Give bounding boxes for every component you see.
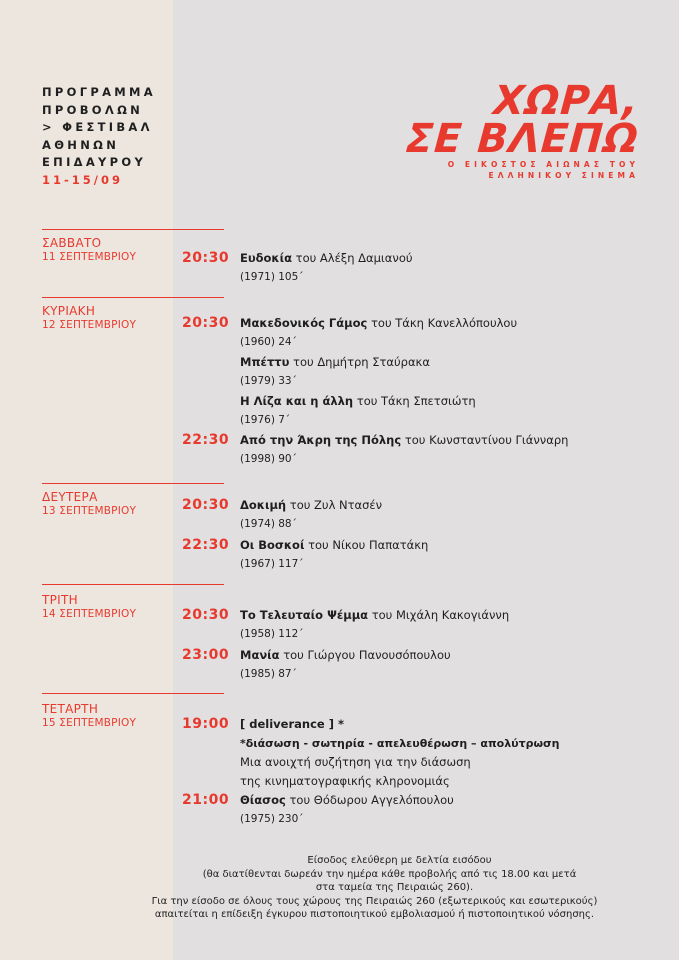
film-title: Θίασος <box>240 793 286 807</box>
discussion-entry <box>240 715 559 791</box>
discussion-subtitle: *διάσωση - σωτηρία - απελευθέρωση – απολύτρωση <box>240 737 560 750</box>
film-title: Μακεδονικός Γάμος <box>240 316 368 330</box>
film-entry <box>240 496 382 534</box>
film-director: του Νίκου Παπατάκη <box>304 538 429 552</box>
screening-time: 20:30 <box>182 497 230 513</box>
footer-line: απαιτείται η επίδειξη έγκυρου πιστοποιητικού εμβολιασμού ή πιστοποιητικού νόσησης. <box>154 909 595 920</box>
film-meta: (1967) 117΄ <box>240 558 304 570</box>
day-monday <box>42 490 136 518</box>
film-title: Οι Βοσκοί <box>240 538 305 552</box>
day-date: 14 ΣΕΠΤΕΜΒΡΙΟΥ <box>42 608 137 620</box>
screening-time: 20:30 <box>182 607 230 623</box>
brand-logo <box>404 78 641 180</box>
brand-subtitle-1: Ο ΕΙΚΟΣΤΟΣ ΑΙΩΝΑΣ ΤΟΥ <box>447 160 639 169</box>
film-director: του Θόδωρου Αγγελόπουλου <box>285 793 454 807</box>
film-director: του Ζυλ Ντασέν <box>286 498 383 512</box>
film-meta: (1960) 24΄ <box>240 336 297 348</box>
film-director: του Κωνσταντίνου Γιάνναρη <box>401 433 569 447</box>
day-date: 13 ΣΕΠΤΕΜΒΡΙΟΥ <box>42 505 137 517</box>
film-entry <box>240 791 454 829</box>
day-wednesday <box>42 702 136 730</box>
divider <box>42 584 224 585</box>
footer-line: στα ταμεία της Πειραιώς 260). <box>315 882 474 893</box>
film-title: Η Λίζα και η άλλη <box>240 394 354 408</box>
screening-time: 19:00 <box>182 716 230 732</box>
day-tuesday <box>42 593 136 621</box>
divider <box>42 229 224 230</box>
discussion-title: [ deliverance ] * <box>240 717 344 731</box>
discussion-description: της κινηματογραφικής κληρονομιάς <box>240 774 450 788</box>
film-title: Από την Άκρη της Πόλης <box>240 433 402 447</box>
footer-line: (θα διατίθενται δωρεάν την ημέρα κάθε προβολής από τις 18.00 και μετά <box>202 868 577 880</box>
film-meta: (1985) 87΄ <box>240 668 297 680</box>
brand-subtitle-2: ΕΛΛΗΝΙΚΟΥ ΣΙΝΕΜΑ <box>488 171 639 180</box>
day-name: ΤΕΤΑΡΤΗ <box>42 702 99 716</box>
film-director: του Τάκη Σπετσιώτη <box>353 394 476 408</box>
brand-line-1: ΧΩΡΑ, <box>492 78 641 124</box>
film-director: του Μιχάλη Κακογιάννη <box>368 608 510 622</box>
film-meta: (1975) 230΄ <box>240 813 304 825</box>
film-title: Το Τελευταίο Ψέμμα <box>240 608 369 622</box>
day-name: ΣΑΒΒΑΤΟ <box>42 236 102 250</box>
film-title: Μπέττυ <box>240 355 290 369</box>
film-entry <box>240 249 413 287</box>
day-sunday <box>42 304 136 332</box>
footer-line: Για την είσοδο σε όλους τους χώρους της Πειραιώς 260 (εξωτερικούς και εσωτερικούς) <box>151 895 598 907</box>
heading-line: ΑΘΗΝΩΝ <box>42 137 120 152</box>
day-date: 12 ΣΕΠΤΕΜΒΡΙΟΥ <box>42 319 137 331</box>
heading-line: > ΦΕΣΤΙΒΑΛ <box>42 120 153 134</box>
film-entry <box>240 353 430 391</box>
screening-time: 21:00 <box>182 792 230 808</box>
brand-line-2: ΣΕ ΒΛΕΠΩ <box>404 116 641 162</box>
program-heading <box>42 84 156 189</box>
film-director: του Τάκη Κανελλόπουλου <box>367 316 518 330</box>
divider <box>42 483 224 484</box>
film-director: του Δημήτρη Σταύρακα <box>289 355 430 369</box>
film-entry <box>240 606 509 644</box>
heading-line: ΠΡΟΒΟΛΩΝ <box>42 102 144 117</box>
film-meta: (1958) 112΄ <box>240 628 304 640</box>
day-date: 11 ΣΕΠΤΕΜΒΡΙΟΥ <box>42 251 137 263</box>
day-name: ΤΡΙΤΗ <box>42 593 78 607</box>
day-name: ΔΕΥΤΕΡΑ <box>42 490 98 504</box>
film-entry <box>240 392 476 430</box>
film-entry <box>240 646 451 684</box>
film-title: Δοκιμή <box>240 498 287 512</box>
film-title: Ευδοκία <box>240 251 292 265</box>
day-date: 15 ΣΕΠΤΕΜΒΡΙΟΥ <box>42 717 137 729</box>
day-name: ΚΥΡΙΑΚΗ <box>42 304 96 318</box>
film-meta: (1971) 105΄ <box>240 271 304 283</box>
film-title: Μανία <box>240 648 280 662</box>
screening-time: 23:00 <box>182 647 230 663</box>
divider <box>42 693 224 694</box>
screening-time: 22:30 <box>182 432 230 448</box>
footer-line: Είσοδος ελεύθερη με δελτία εισόδου <box>307 855 492 866</box>
film-meta: (1974) 88΄ <box>240 518 297 530</box>
footer-note <box>0 854 679 922</box>
film-director: του Αλέξη Δαμιανού <box>291 251 413 265</box>
film-entry <box>240 431 568 469</box>
day-saturday <box>42 236 136 264</box>
heading-line: ΠΡΟΓΡΑΜΜΑ <box>42 85 156 99</box>
film-director: του Γιώργου Πανουσόπουλου <box>279 648 451 662</box>
discussion-description: Μια ανοιχτή συζήτηση για την διάσωση <box>240 755 471 769</box>
film-meta: (1976) 7΄ <box>240 414 291 426</box>
screening-time: 22:30 <box>182 537 230 553</box>
screening-time: 20:30 <box>182 315 230 331</box>
film-entry <box>240 314 517 352</box>
divider <box>42 297 224 298</box>
film-entry <box>240 536 428 574</box>
heading-line: ΕΠΙΔΑΥΡΟΥ <box>42 155 147 169</box>
film-meta: (1979) 33΄ <box>240 375 297 387</box>
film-meta: (1998) 90΄ <box>240 453 297 465</box>
festival-dates: 11-15/09 <box>42 172 123 187</box>
screening-time: 20:30 <box>182 250 230 266</box>
